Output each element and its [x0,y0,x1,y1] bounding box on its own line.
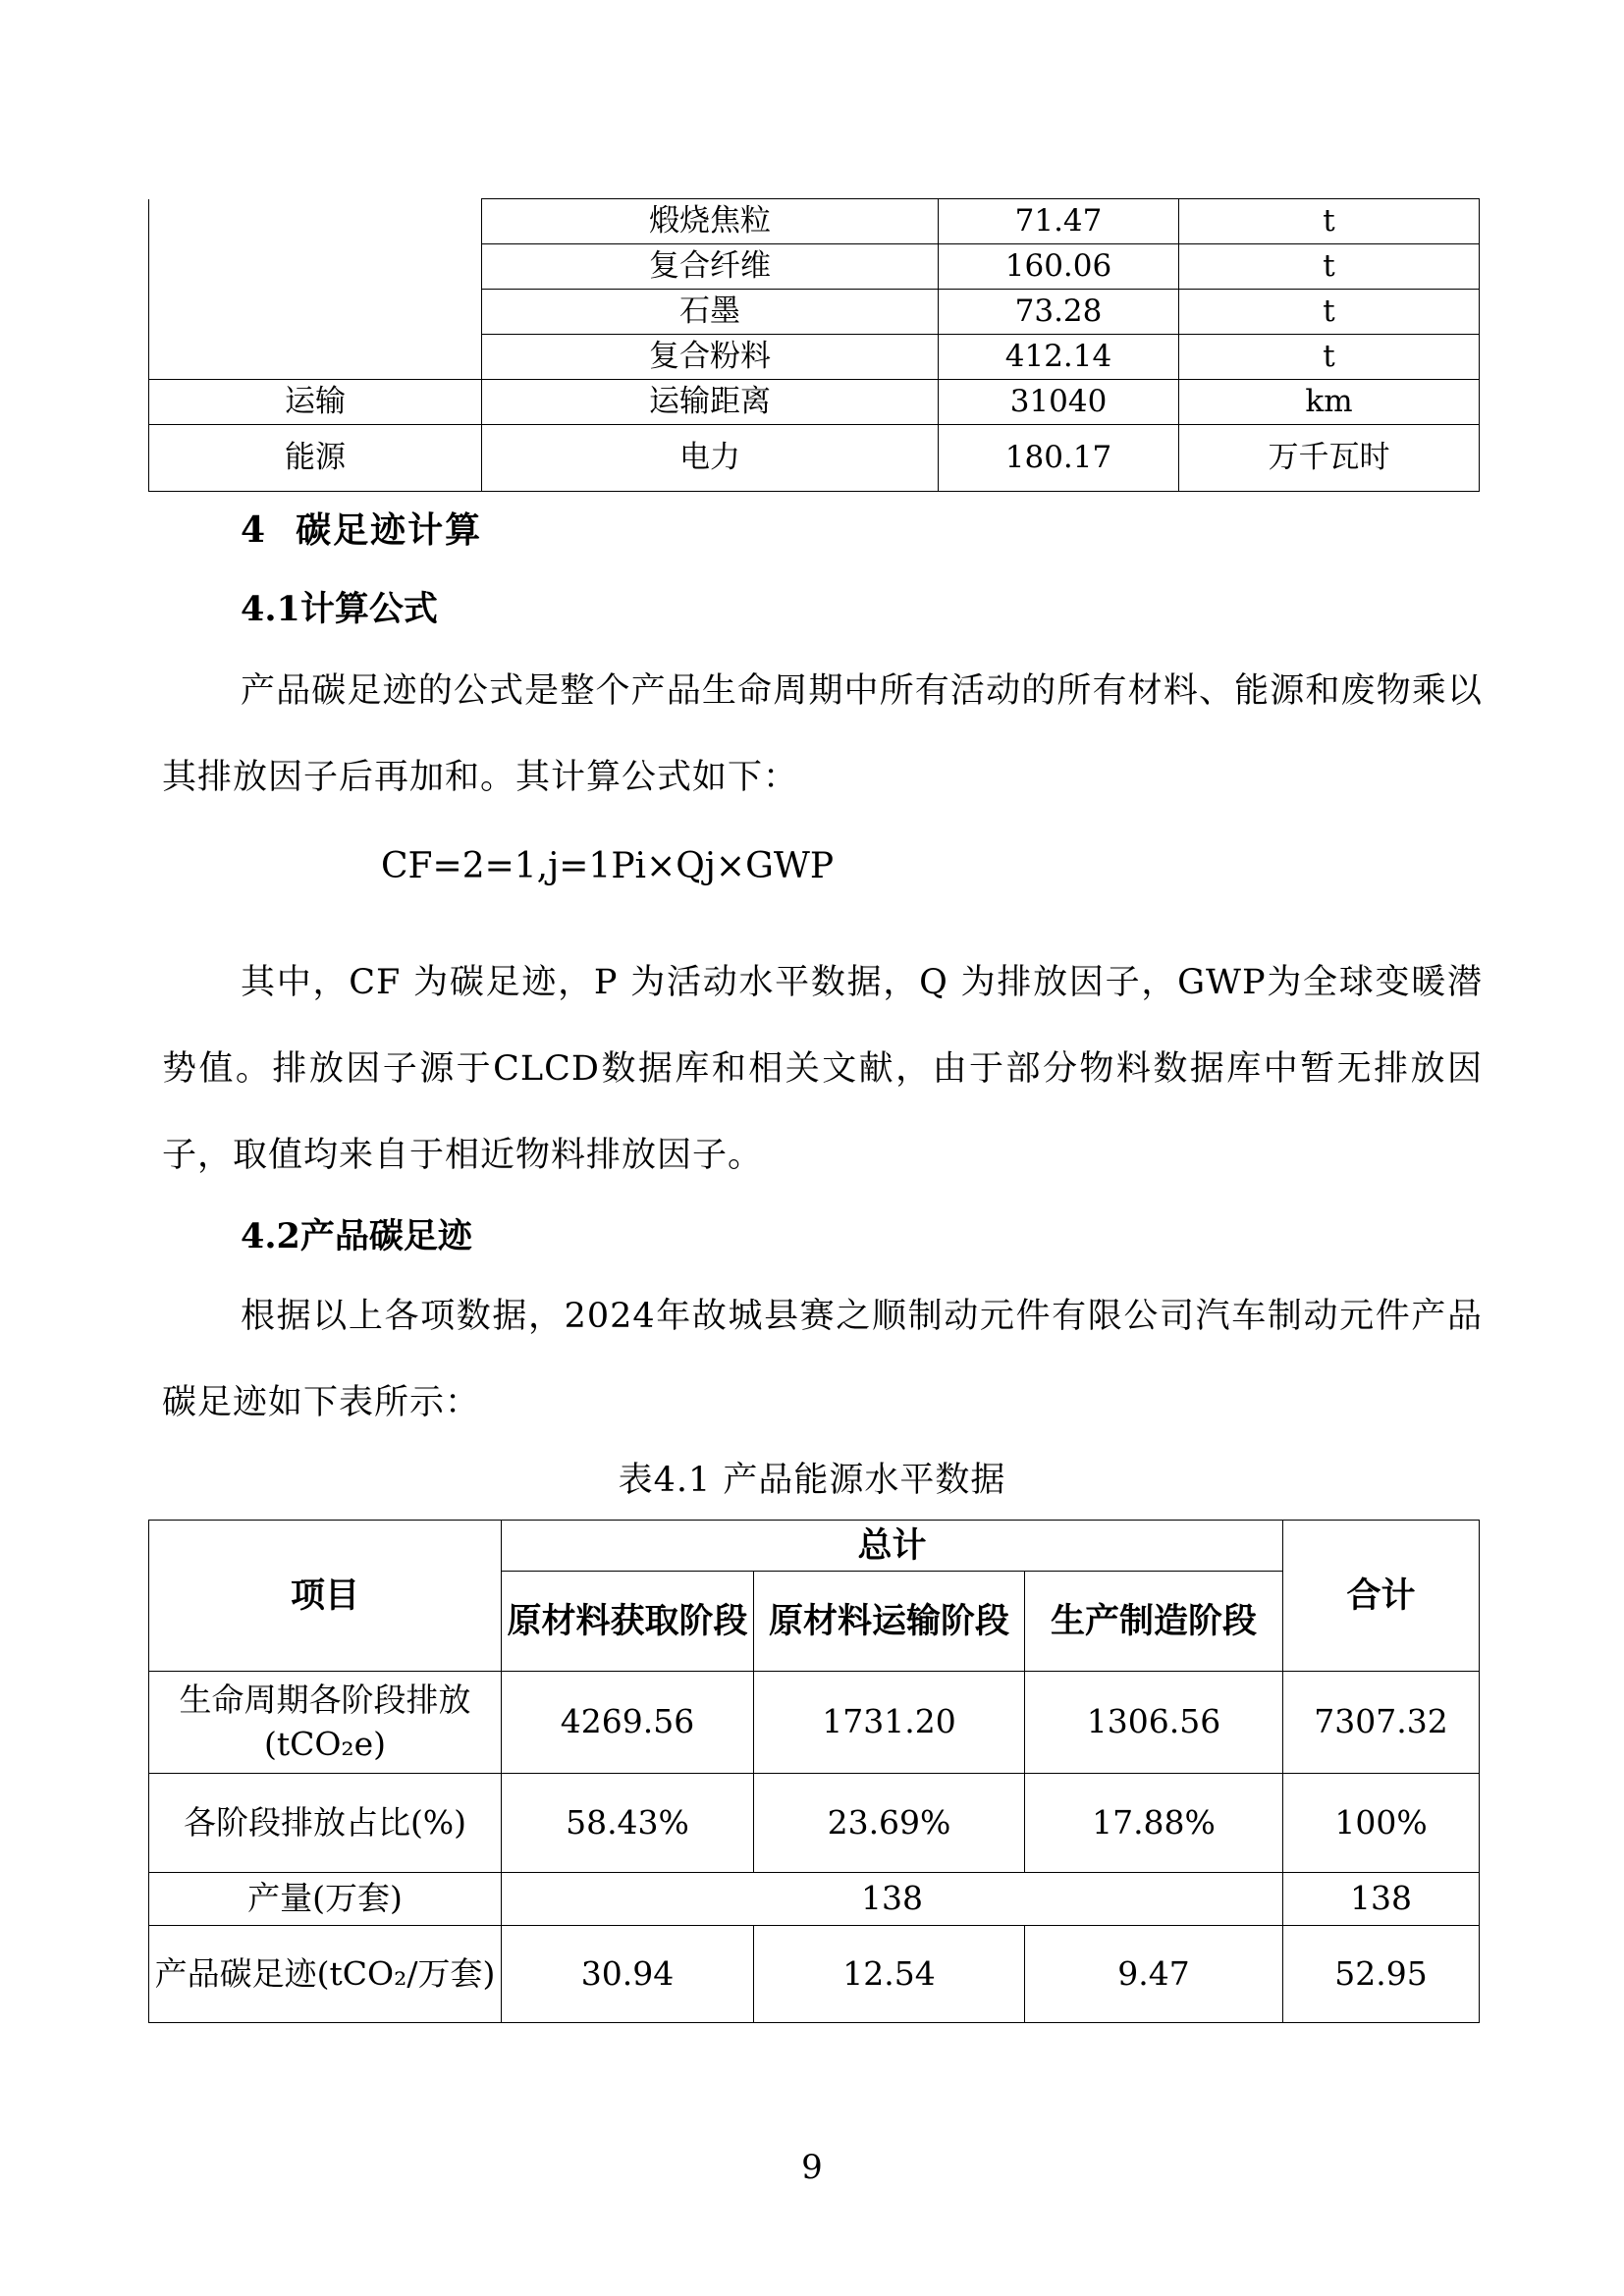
table-cell: 7307.32 [1283,1672,1480,1774]
category-cell: 运输 [149,380,482,425]
table-cell: 138 [1283,1873,1480,1926]
section-4-1-heading: 4.1计算公式 [241,589,438,629]
table-cell: 58.43% [502,1774,754,1873]
item-cell: 煅烧焦粒 [482,199,939,244]
row-label: 生命周期各阶段排放(tCO₂e) [149,1672,502,1774]
header-sum: 合计 [1283,1521,1480,1672]
category-cell: 能源 [149,425,482,492]
section-4-2-heading: 4.2产品碳足迹 [241,1216,472,1256]
table-caption: 表4.1 产品能源水平数据 [618,1461,1006,1500]
table-cell: 9.47 [1025,1926,1283,2023]
value-cell: 31040 [939,380,1179,425]
value-cell: 180.17 [939,425,1179,492]
formula: CF=2=1,j=1Pi×Qj×GWP [381,846,835,886]
item-cell: 石墨 [482,290,939,335]
item-cell: 电力 [482,425,939,492]
category-cell [149,290,482,335]
value-cell: 71.47 [939,199,1179,244]
unit-cell: t [1179,290,1480,335]
table-cell: 52.95 [1283,1926,1480,2023]
table-cell: 17.88% [1025,1774,1283,1873]
unit-cell: 万千瓦时 [1179,425,1480,492]
category-cell [149,244,482,290]
table-cell: 30.94 [502,1926,754,2023]
value-cell: 73.28 [939,290,1179,335]
header-stage-1: 原材料获取阶段 [502,1572,754,1672]
item-cell: 复合纤维 [482,244,939,290]
table-cell: 23.69% [754,1774,1025,1873]
carbon-footprint-table [148,1520,1480,2023]
page-number: 9 [801,2148,823,2187]
header-stage-3: 生产制造阶段 [1025,1572,1283,1672]
section-4-heading: 4 碳足迹计算 [241,509,483,551]
paragraph-formula-intro: 产品碳足迹的公式是整个产品生命周期中所有活动的所有材料、能源和废物乘以其排放因子后再加和。其计算公式如下： [162,671,1483,797]
value-cell: 160.06 [939,244,1179,290]
paragraph-table-intro: 根据以上各项数据，2024年故城县赛之顺制动元件有限公司汽车制动元件产品碳足迹如下表所示： [162,1297,1483,1422]
table-cell: 12.54 [754,1926,1025,2023]
unit-cell: km [1179,380,1480,425]
unit-cell: t [1179,335,1480,380]
header-item: 项目 [149,1521,502,1672]
table-cell: 100% [1283,1774,1480,1873]
table-cell: 4269.56 [502,1672,754,1774]
table-cell: 138 [502,1873,1283,1926]
category-cell [149,199,482,244]
row-label: 产量(万套) [149,1873,502,1926]
unit-cell: t [1179,199,1480,244]
header-total: 总计 [502,1521,1283,1572]
table-cell: 1731.20 [754,1672,1025,1774]
header-stage-2: 原材料运输阶段 [754,1572,1025,1672]
materials-table [148,198,1480,492]
item-cell: 复合粉料 [482,335,939,380]
row-label: 各阶段排放占比(%) [149,1774,502,1873]
table-cell: 1306.56 [1025,1672,1283,1774]
paragraph-formula-explanation: 其中，CF 为碳足迹，P 为活动水平数据，Q 为排放因子，GWP为全球变暖潜势值。排放因子源于CLCD数据库和相关文献，由于部分物料数据库中暂无排放因子，取值均来自于相近物料排放因子。 [162,963,1483,1175]
category-cell [149,335,482,380]
value-cell: 412.14 [939,335,1179,380]
unit-cell: t [1179,244,1480,290]
row-label: 产品碳足迹(tCO₂/万套) [149,1926,502,2023]
item-cell: 运输距离 [482,380,939,425]
